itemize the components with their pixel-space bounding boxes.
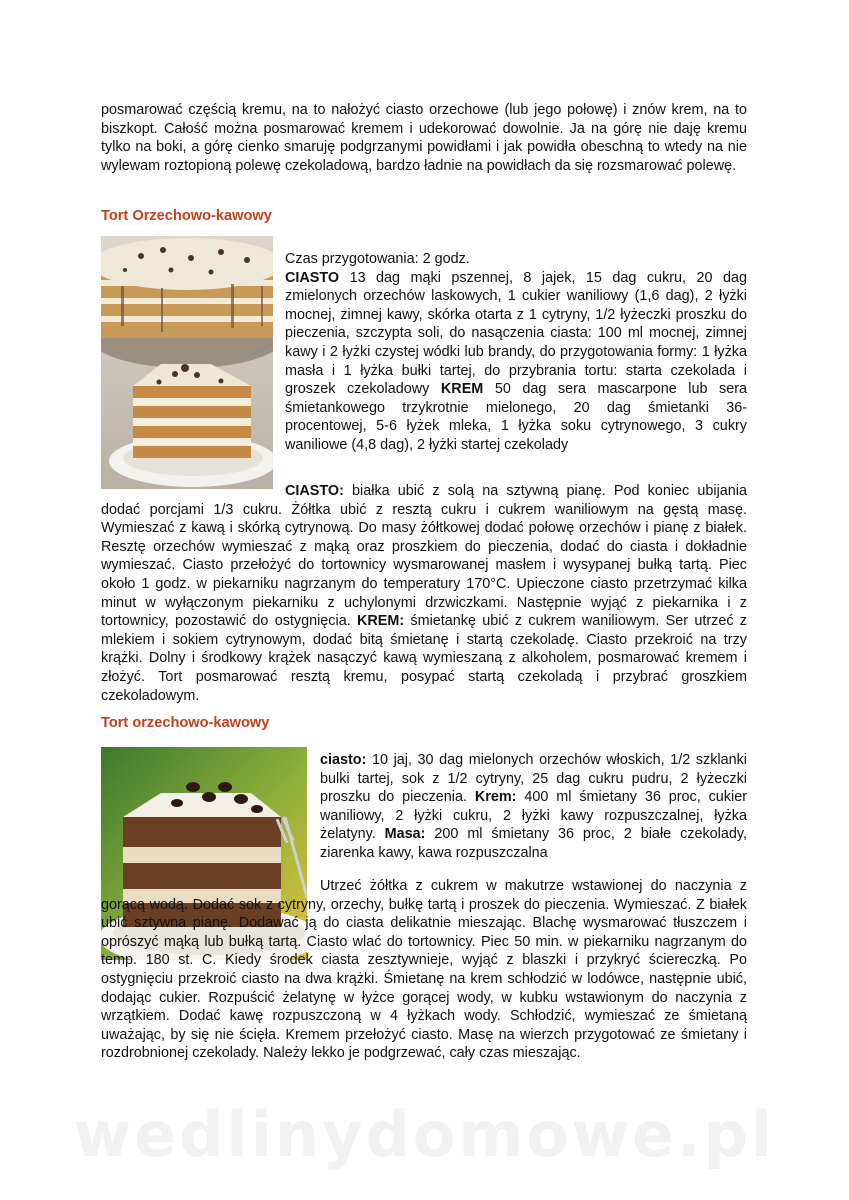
- r2-ciasto-label: ciasto:: [320, 752, 367, 768]
- r2-masa-label: Masa:: [384, 826, 426, 843]
- recipe2-title: Tort orzechowo-kawowy: [101, 715, 270, 731]
- watermark: wedlinydomowe.pl: [73, 1098, 776, 1171]
- recipe2-method: [101, 877, 747, 1063]
- intro-paragraph: posmarować częścią kremu, na to nałożyć ciasto orzechowe (lub jego połowę) i znów krem, na to biszkopt. Całość można posmarować kremem i udekorować dowolnie. Ja na górę nie daję kremu tylko na boki, a górę cienko smaruję podgrzanymi powidłami i jak powidła obeschną to wtedy na nie wylewam roztopioną polewę czekoladową, bardzo ładnie na powidłach da się rozsmarować polewę.: [101, 102, 747, 174]
- recipe1-prep-time: Czas przygotowania: 2 godz.: [285, 251, 470, 267]
- recipe1-cake-photo: [101, 236, 273, 489]
- r2-cream-ingredients: 400 ml śmietany 36 proc, cukier waniliowy, 2 łyżki cukru, 2 łyżki kawy rozpuszczalnej, łyżka żelatyny.: [320, 789, 747, 843]
- method-part-2: śmietankę ubić z cukrem waniliowym. Ser utrzeć z mlekiem i sokiem cytrynowym, dodać bitą śmietanę i startą czekoladę. Ciasto przekroić na trzy krążki. Dolny i środkowy krążek nasączyć kawą wymieszaną z alkoholem, posmarować kremem i złożyć. Tort posmarować resztą kremu, posypać startą czekoladą i przybrać groszkiem czekoladowym.: [101, 613, 747, 704]
- cake-ingredients: 13 dag mąki pszennej, 8 jajek, 15 dag cukru, 20 dag zmielonych orzechów laskowych, 1 cukier waniliowy (1,6 dag), 2 łyżki mocnej, zimnej kawy, skórka otarta z 1 cytryny, 1/2 łyżeczki proszku do pieczenia, szczypta soli, do nasączenia ciasta: 100 ml mocnej, zimnej kawy i 2 łyżki czystej wódki lub brandy, do przygotowania formy: 1 łyżka masła i 1 łyżka bułki tartej, do przybrania tortu: starta czekolada i groszek czekoladowy: [285, 269, 747, 398]
- method-part-1: białka ubić z solą na sztywną pianę. Pod koniec ubijania dodać porcjami 1/3 cukru. Żółtka ubić z resztą cukru i cukrem waniliowym na gęstą masę. Wymieszać z kawą i skórką cytrynową. Do masy żółtkowej dodać połowę orzechów i pianę z białek. Resztę orzechów wymieszać z mąką oraz proszkiem do pieczenia, dodać do ciasta i dokładnie wymieszać. Ciasto przełożyć do tortownicy wysmarowanej masłem i wysypanej bułką tartą. Piec około 1 godz. w piekarniku nagrzanym do temperatury 170°C. Upieczone ciasto przetrzymać kilka minut w wyłączonym piekarniku z uchylonymi drzwiczkami. Następnie wyjąć z piekarnika i z tortownicy, pozostawić do ostygnięcia.: [101, 483, 747, 630]
- r2-krem-label: Krem:: [474, 789, 517, 806]
- r2-cake-ingredients: 10 jaj, 30 dag mielonych orzechów włoskich, 1/2 szklanki bulki tartej, sok z 1/2 cytryny, 25 dag cukru pudru, 2 łyżeczki proszku do pieczenia.: [320, 752, 747, 806]
- recipe1-ingredients-text: [285, 269, 747, 455]
- recipe1-title: Tort Orzechowo-kawowy: [101, 208, 272, 224]
- recipe2-ingredients: [320, 751, 747, 863]
- ciasto-label: CIASTO: [285, 269, 340, 286]
- r2-method-text: Utrzeć żółtka z cukrem w makutrze wstawionej do naczynia z gorącą wodą. Dodać sok z cytryny, orzechy, bułkę tartą i proszek do pieczenia. Wymieszać. Z białek ubić sztywna pianę. Dodawać ją do ciasta delikatnie mieszając. Blachę wysmarować tłuszczem i oprószyć mąką lub bułką tartą. Ciasto wlać do tortownicy. Piec 50 min. w piekarniku nagrzanym do temp. 180 st. C. Kiedy środek ciasta zesztywnieje, wyjąć z blaszki i przykryć ściereczką. Po ostygnięciu przekroić ciasto na dwa krążki. Śmietanę na krem schłodzić w lodówce, następnie ubić, dodając cukier. Rozpuścić żelatynę w łyżce gorącej wody, w kubku wstawionym do naczynia z wrzątkiem. Dodać kawę rozpuszczoną w 4 łyżkach wody. Schłodzić, wymieszać ze śmietaną uważając, by się nie ścięła. Kremem przełożyć ciasto. Masę na wierzch przygotować ze śmietany i rozdrobnionej czekolady. Należy lekko je podgrzewać, cały czas mieszając.: [101, 878, 747, 1062]
- krem-label: KREM: [440, 381, 484, 398]
- cream-ingredients: 50 dag sera mascarpone lub sera śmietankowego trzykrotnie mielonego, 20 dag śmietanki 36-procentowej, 5-6 łyżek mleka, 1 łyżka soku cytrynowego, 3 cukry waniliowe (4,8 dag), 2 łyżki startej czekolady: [285, 381, 748, 453]
- recipe1-method: [101, 482, 747, 705]
- recipe1-ingredients: [285, 250, 747, 455]
- ciasto-method-label: CIASTO:: [285, 483, 344, 499]
- krem-method-label: KREM:: [356, 613, 405, 630]
- r2-masa-ingredients: 200 ml śmietany 36 proc, 2 białe czekolady, ziarenka kawy, kawa rozpuszczalna: [320, 826, 747, 861]
